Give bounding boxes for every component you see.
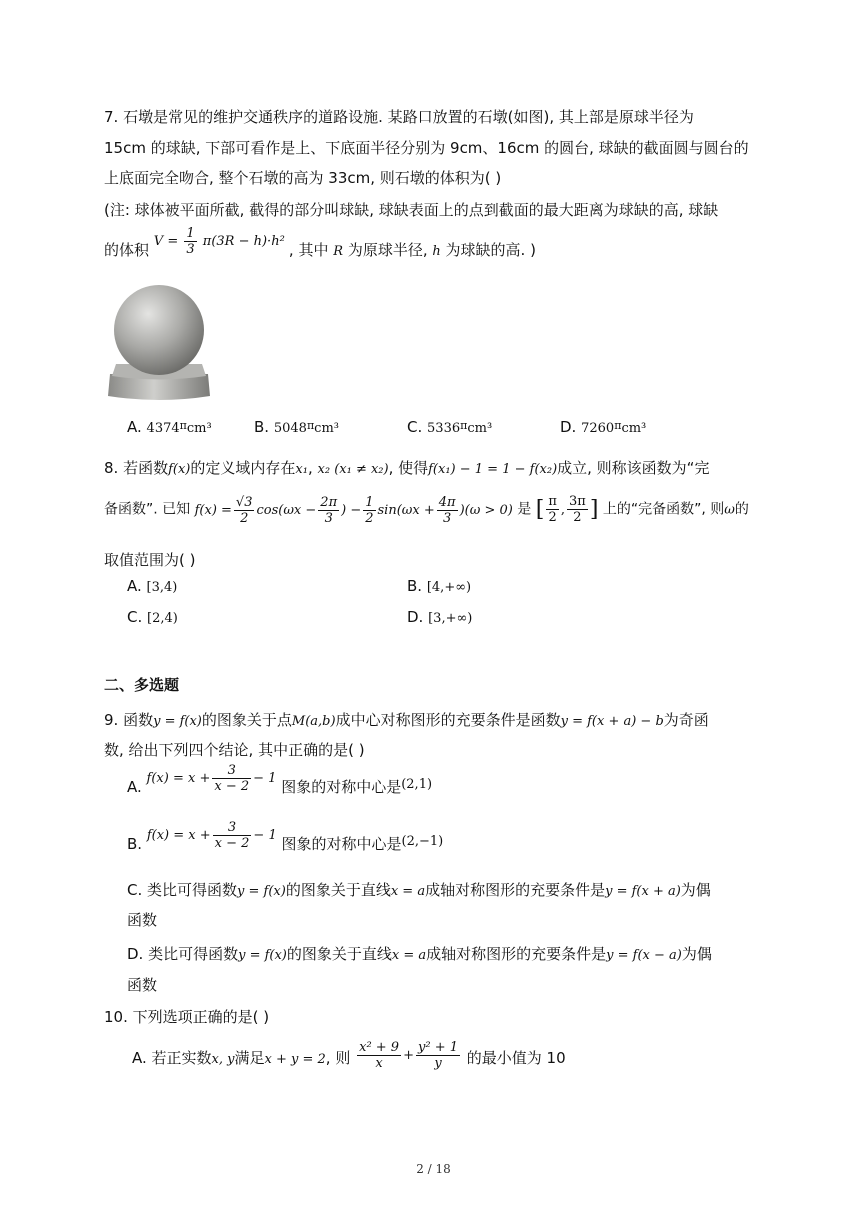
q8-line2: 备函数”. 已知 f(x) = $\frac{√3}{2}$ cos(ωx − $\frac{2\pi}{3}$ ) − $\frac{1}{2}$ sin(ωx + $\frac{4\pi}{3}$ )(ω > 0) 是 [ $\frac{\pi}{2}$ , $\frac{3\pi}{2}$ ] 上的“完备函数”, 则ω的 bbox=[104, 494, 749, 526]
q9-line2: 数, 给出下列四个结论, 其中正确的是( ) bbox=[104, 741, 365, 759]
q9-option-a[interactable]: A. f(x) = x + $\frac{3}{x - 2}$ − 1 图象的对称中心是(2,1) bbox=[127, 763, 433, 796]
q9-option-c-cont: 函数 bbox=[127, 911, 158, 929]
q7-note-line2: 的体积 V = $\frac{1}{3}$ π(3R − h)·h² , 其中 R 为原球半径, h 为球缺的高. ) bbox=[104, 226, 536, 259]
q8-option-a[interactable]: A. [3,4) bbox=[127, 577, 178, 595]
q9-option-c[interactable]: C. 类比可得函数y = f(x)的图象关于直线x = a成轴对称图形的充要条件是y = f(x + a)为偶 bbox=[127, 881, 711, 899]
q7-note-prefix: 的体积 bbox=[104, 241, 150, 259]
q8-option-b[interactable]: B. [4,+∞) bbox=[407, 577, 472, 595]
q7-note-line1: (注: 球体被平面所截, 截得的部分叫球缺, 球缺表面上的点到截面的最大距离为球缺的高, 球缺 bbox=[104, 201, 719, 219]
q10-line1: 10. 下列选项正确的是( ) bbox=[104, 1008, 270, 1026]
var-r: R bbox=[333, 244, 344, 259]
q9-option-d-cont: 函数 bbox=[127, 976, 158, 994]
q10-expression: $\frac{\text{x² + 9}}{x}$ + $\frac{\text{y² + 1}}{y}$ bbox=[359, 1040, 458, 1071]
q8-option-d[interactable]: D. [3,+∞) bbox=[407, 608, 473, 626]
q10-option-a[interactable]: A. 若正实数x, y满足x + y = 2, 则 $\frac{\text{x² + 9}}{x}$ + $\frac{\text{y² + 1}}{y}$ 的最小值为 10 bbox=[132, 1040, 566, 1071]
q8-line3: 取值范围为( ) bbox=[104, 551, 196, 569]
q8-function: f(x) = $\frac{√3}{2}$ cos(ωx − $\frac{2\pi}{3}$ ) − $\frac{1}{2}$ sin(ωx + $\frac{4\pi}{3}$ )(ω > 0) bbox=[194, 494, 513, 526]
q7-option-a[interactable]: A. $4374^\pi cm^3$ bbox=[127, 418, 212, 436]
var-h: h bbox=[432, 244, 441, 259]
q7-line1: 7. 石墩是常见的维护交通秩序的道路设施. 某路口放置的石墩(如图), 其上部是原球半径为 bbox=[104, 108, 694, 126]
q9-line1: 9. 函数y = f(x)的图象关于点M(a,b)成中心对称图形的充要条件是函数y = f(x + a) − b为奇函 bbox=[104, 711, 709, 729]
q8-line1: 8. 若函数f(x)的定义域内存在x₁, x₂ (x₁ ≠ x₂), 使得f(x₁) − 1 = 1 − f(x₂)成立, 则称该函数为“完 bbox=[104, 459, 710, 477]
stone-pier-image bbox=[104, 284, 214, 402]
q7-option-b[interactable]: B. $5048^\pi cm^3$ bbox=[254, 418, 339, 436]
q9-option-d[interactable]: D. 类比可得函数y = f(x)的图象关于直线x = a成轴对称图形的充要条件是y = f(x − a)为偶 bbox=[127, 945, 712, 963]
q7-line2: 15cm 的球缺, 下部可看作是上、下底面半径分别为 9cm、16cm 的圆台, 球缺的截面圆与圆台的 bbox=[104, 139, 749, 157]
page-number: 2 / 18 bbox=[416, 1162, 451, 1176]
q9-option-b[interactable]: B. f(x) = x + $\frac{3}{x - 2}$ − 1 图象的对称中心是(2,−1) bbox=[127, 820, 444, 853]
q7-option-d[interactable]: D. $7260^\pi cm^3$ bbox=[560, 418, 647, 436]
section-title: 二、多选题 bbox=[104, 676, 180, 694]
q7-option-c[interactable]: C. $5336^\pi cm^3$ bbox=[407, 418, 493, 436]
q7-line3: 上底面完全吻合, 整个石墩的高为 33cm, 则石墩的体积为( ) bbox=[104, 169, 502, 187]
q8-option-c[interactable]: C. [2,4) bbox=[127, 608, 178, 626]
volume-formula: V = $\frac{1}{3}$ π(3R − h)·h² bbox=[153, 226, 285, 257]
